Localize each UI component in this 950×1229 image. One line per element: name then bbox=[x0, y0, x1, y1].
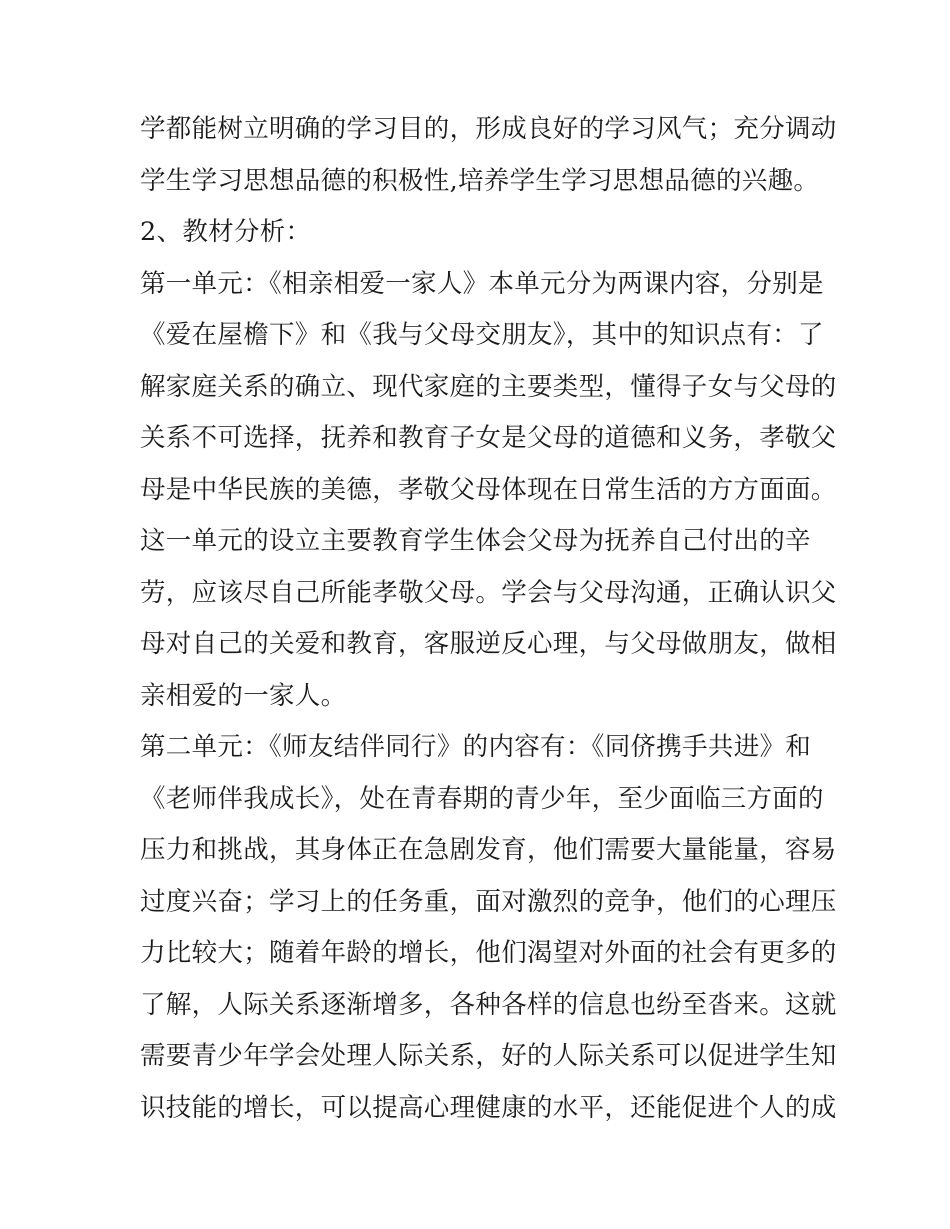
text-line: 关系不可选择，抚养和教育子女是父母的道德和义务，孝敬父 bbox=[140, 423, 837, 453]
text-line: 学都能树立明确的学习目的，形成良好的学习风气；充分调动 bbox=[140, 114, 837, 144]
text-line: 解家庭关系的确立、现代家庭的主要类型，懂得子女与父母的 bbox=[140, 371, 837, 402]
text-line: 压力和挑战，其身体正在急剧发育，他们需要大量能量，容易 bbox=[140, 835, 837, 865]
text-line: 《老师伴我成长》，处在青春期的青少年，至少面临三方面的 bbox=[140, 783, 824, 814]
document-body bbox=[140, 104, 837, 1134]
text-line: 识技能的增长，可以提高心理健康的水平，还能促进个人的成 bbox=[140, 1092, 837, 1123]
text-line: 需要青少年学会处理人际关系，好的人际关系可以促进学生知 bbox=[140, 1041, 837, 1071]
text-line: 亲相爱的一家人。 bbox=[140, 680, 347, 711]
text-line: 劳，应该尽自己所能孝敬父母。学会与父母沟通，正确认识父 bbox=[140, 577, 837, 608]
text-line: 过度兴奋；学习上的任务重，面对激烈的竞争，他们的心理压 bbox=[140, 886, 837, 917]
text-line: 《爱在屋檐下》和《我与父母交朋友》，其中的知识点有：了 bbox=[140, 320, 824, 350]
text-line: 了解，人际关系逐渐增多，各种各样的信息也纷至沓来。这就 bbox=[140, 989, 837, 1020]
section-heading: 2、教材分析： bbox=[140, 217, 312, 247]
text-line: 这一单元的设立主要教育学生体会父母为抚养自己付出的辛 bbox=[140, 526, 811, 556]
text-line: 第一单元：《相亲相爱一家人》本单元分为两课内容，分别是 bbox=[140, 268, 824, 299]
text-line: 学生学习思想品德的积极性,培养学生学习思想品德的兴趣。 bbox=[140, 165, 820, 196]
text-line: 第二单元：《师友结伴同行》的内容有：《同侪携手共进》和 bbox=[140, 732, 812, 762]
text-line: 力比较大；随着年龄的增长，他们渴望对外面的社会有更多的 bbox=[140, 938, 837, 968]
text-line: 母对自己的关爱和教育，客服逆反心理，与父母做朋友，做相 bbox=[140, 629, 837, 659]
text-line: 母是中华民族的美德，孝敬父母体现在日常生活的方方面面。 bbox=[140, 474, 837, 505]
